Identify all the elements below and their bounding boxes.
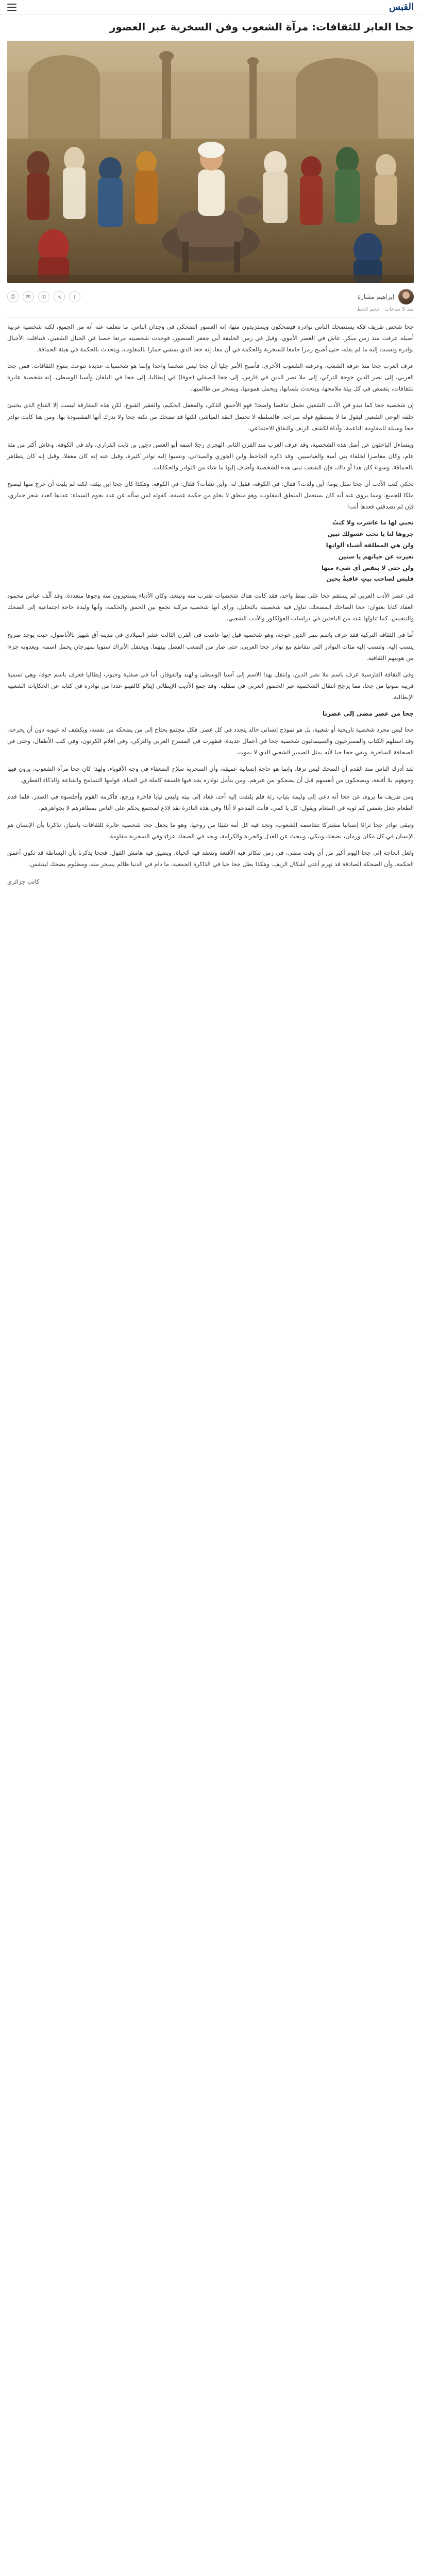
divider xyxy=(7,317,414,318)
hero-painting xyxy=(7,41,414,283)
hero-painting-illustration xyxy=(7,41,414,283)
menu-icon-line xyxy=(7,4,16,5)
twitter-share-icon[interactable]: 𝕏 xyxy=(54,291,65,302)
paragraph: ويتساءل الباحثون عن أصل هذه الشخصية، وقد عرف العرب منذ القرن الثاني الهجري رجلا اسمه أبو الغصن دجين بن ثابت الفزاري، ولد في الكوفة، وعاش أكثر من مئة عام، وكان معاصرا لخلفاء بني أمية والعباسيين. وقد ذكره الجاحظ وابن الجوزي والميداني، ونسبوا إليه نوادر كثيرة، وقيل عنه إنه كان مغفلا، وقيل إنه كان يتظاهر بالحماقة. وسواء كان هذا أو ذاك، فإن الشعب تبنى هذه الشخصية وأضاف إليها ما شاء من النوادر والحكايات. xyxy=(7,440,414,471)
menu-icon-line xyxy=(7,7,16,8)
share-buttons xyxy=(7,291,80,302)
paragraph: جحا ليس مجرد شخصية تاريخية أو شعبية، بل هو نموذج إنساني خالد يتجدد في كل عصر. فكل مجتمع يحتاج إلى من يضحكه من نفسه، ويكشف له عيوبه دون أن يجرحه. وقد استلهم الكتاب والمسرحيون والسينمائيون شخصية جحا في أعمال عديدة، فظهرت في المسرح العربي والتركي، وفي أفلام الكرتون، وفي كتب الأطفال، وحتى في الصحافة الساخرة. وبقي جحا حيا لأنه يمثل الضمير الشعبي الذي لا يموت. xyxy=(7,725,414,756)
menu-icon[interactable] xyxy=(7,4,16,11)
paragraph: وفي الثقافة الفارسية عرف باسم ملا نصر الدين، وانتقل بهذا الاسم إلى آسيا الوسطى والهند والقوقاز. أما في صقلية وجنوب إيطاليا فعرف باسم جوفا، وهي تسمية قريبة صوتيا من جحا، مما يرجح انتقال الشخصية عبر الحضور العربي في صقلية. وقد جمع الأديب الإيطالي إيتالو كالفينو عددا من نوادره في كتابه عن الحكايات الشعبية الإيطالية. xyxy=(7,670,414,701)
author-signature: كاتب جزائري xyxy=(7,877,40,885)
print-share-icon[interactable]: ⎙ xyxy=(7,291,19,302)
paragraph: ولعل الحاجة إلى جحا اليوم أكبر من أي وقت مضى، في زمن تتكاثر فيه الأقنعة وتتعقد فيه الحياة، ويضيق فيه هامش القول. فجحا يذكرنا بأن البساطة قد تكون أعمق الحكمة، وأن الضحكة الصادقة قد تهزم أعتى أشكال الزيف. وهكذا يظل جحا حيا في الذاكرة الجمعية، ما دام في الدنيا ظالم يسخر منه، ومظلوم يضحك ليتنفس. xyxy=(7,849,414,868)
section-heading: جحا من عصر مضى إلى عصرنا xyxy=(322,709,414,717)
article-meta xyxy=(7,288,414,306)
publish-date: منذ 9 ساعات xyxy=(384,307,414,312)
poem-line: جروها لنا يا نخب غسولك تبين xyxy=(327,530,414,538)
paragraph: أما في الثقافة التركية فقد عرف باسم نصر الدين خوجة، وهو شخصية قيل إنها عاشت في القرن الثالث عشر الميلادي في مدينة آق شهير بالأناضول، حيث يوجد ضريح ينسب إليه. وتنسب إليه مئات النوادر التي تتقاطع مع نوادر جحا العربي، حتى صار من الصعب الفصل بينهما. ويحتفل الأتراك سنويا بمهرجان يحمل اسمه، ويعدونه جزءا من هويتهم الثقافية. xyxy=(7,631,414,662)
paragraph: تحكي كتب الأدب أن جحا سئل يوما: أين ولدت؟ فقال: في الكوفة، فقيل له: وأين نشأت؟ فقال: في الكوفة. وهكذا كان جحا ابن بيئته، لكنه لم يلبث أن خرج منها ليصبح ملكا للجميع. ومما يروى عنه أنه كان يستعمل المنطق المقلوب، وهو منطق لا يخلو من حكمة عميقة، كقوله لمن سأله عن عدد نجوم السماء: عددها كعدد شعر حماري، فإن لم تصدقني فعدها أنت! xyxy=(7,480,414,511)
article-body xyxy=(0,321,421,887)
poem-block xyxy=(7,517,414,585)
facebook-share-icon[interactable]: f xyxy=(69,291,80,302)
paragraph: وتبقى نوادر جحا تراثا إنسانيا مشتركا تتقاسمه الشعوب، وتجد فيه كل أمة شيئا من روحها. وهو ما يجعل جحا شخصية عابرة للثقافات بامتياز، تذكرنا بأن الإنسان هو الإنسان في كل مكان وزمان، يضحك ويبكي، ويبحث عن العدل والحرية والكرامة، ويجد في الضحك عزاء وفي السخرية مقاومة. xyxy=(7,821,414,840)
poem-line: ولن حتى لا ينقص أي شيء منها xyxy=(321,564,414,571)
font-size-control[interactable]: حجم الخط xyxy=(357,307,380,312)
article-header xyxy=(0,14,421,35)
paragraph: لقد أدرك الناس منذ القدم أن الضحك ليس ترفا، وإنما هو حاجة إنسانية عميقة، وأن السخرية سلاح الضعفاء في وجه الأقوياء. ولهذا كان جحا مرآة الشعوب، يرون فيها وجوههم بلا أقنعة، ويضحكون من أنفسهم قبل أن يضحكوا من غيرهم. ومن يتأمل نوادره يجد فيها فلسفة كاملة في الحياة، قوامها التسامح والقناعة والذكاء الفطري. xyxy=(7,765,414,784)
whatsapp-share-icon[interactable]: ✆ xyxy=(38,291,49,302)
paragraph: عرف العرب جحا منذ عرفه الشعب، وعرفته الشعوب الأخرى، فأصبح الأمر جليا أن جحا ليس شخصا واحدا وإنما هو شخصيات عديدة تنوعت بتنوع الثقافات. فمن جحا العربي، إلى نصر الدين خوجة التركي، إلى ملا نصر الدين في فارس، إلى جحا الصقلي (جوفا) في إيطاليا، إلى جحا في البلقان وآسيا الوسطى. إنه شخصية عابرة للثقافات، يتقمص في كل بيئة ملامحها، ويتحدث بلسانها، ويحمل همومها، ويسخر من ظالميها. xyxy=(7,362,414,393)
author-avatar xyxy=(398,289,414,304)
author-block[interactable] xyxy=(358,289,414,304)
poem-line: تحبي لها ما عاشرت ولا كنتُ xyxy=(332,519,414,527)
author-name[interactable]: إبراهيم مشارة xyxy=(357,293,394,300)
article-title: جحا العابر للثقافات: مرآة الشعوب وفن السخرية عبر العصور xyxy=(109,21,414,33)
paragraph: جحا شخص ظريف فكه يستضحك الناس نوادره فيضحكون ويستزيدون منها، إنه العصور الضحكي في وجدان الناس. ما نتعلمه عنه أنه من الجميع، لكنه شخصية عربية أصيلة عرفت منذ زمن مبكر. عاش في العصر الأموي، وقيل في زمن الخليفة أبي جعفر المنصور، فوجدت شخصيته مرتعا خصبا في الخيال الشعبي، فتناقلت الأجيال نوادره ونسبت إليه ما لم يقله، حتى أصبح رمزا جامعا للسخرية والحكمة في آن معا. إنه جحا الذي يمشي حمارا بالمقلوب، ويتحدث بالحكمة في هيئة الحماقة. xyxy=(7,323,414,353)
paragraph: في عصر الأدب العربي لم يستقم جحا على نمط واحد، فقد كانت هناك شخصيات تقترب منه وتبتعد، وكان الأدباء يستعيرون منه وجوها متعددة. وقد ألّف عباس محمود العقاد كتابا بعنوان: جحا الضاحك المضحك، تناول فيه شخصيته بالتحليل، ورأى أنها شخصية مركبة تجمع بين الحمق والحكمة، وأنها وليدة حاجة اجتماعية إلى الضحك والتنفيس. كما تناولها عدد من الباحثين في دراسات الفولكلور والأدب الشعبي. xyxy=(7,592,414,622)
poem-line: فليس لصاحب بيتٍ عافيةٌ يحين xyxy=(326,575,414,583)
top-bar xyxy=(0,0,421,14)
poem-line: ولن هي المطلقة أشياء ألوانها xyxy=(326,541,414,549)
email-share-icon[interactable]: ✉ xyxy=(23,291,34,302)
poem-line: تغيرت عن حياتهم يا سنين xyxy=(338,552,414,560)
paragraph: ومن طريف ما يروى عن جحا أنه دعي إلى وليمة بثياب رثة فلم يلتفت إليه أحد، فعاد إلى بيته ولبس ثيابا فاخرة ورجع، فأكرمه القوم وأجلسوه في الصدر. فلما قدم الطعام جعل يغمس كم ثوبه في الطعام ويقول: كل يا كمي، فأنت المدعو لا أنا! وفي هذه النادرة نقد لاذع لمجتمع يحكم على الناس بمظاهرهم لا بجواهرهم. xyxy=(7,793,414,812)
date-row xyxy=(7,307,414,312)
menu-icon-line xyxy=(7,10,16,11)
site-logo[interactable]: القبس xyxy=(389,2,414,12)
paragraph: إن شخصية جحا كما تبدو في الأدب الشعبي تحمل تناقضا واضحا؛ فهو الأحمق الذكي، والمغفل الحكيم، والفقير القنوع. لكن هذه المفارقة ليست إلا القناع الذي يختبئ خلفه الوعي الشعبي ليقول ما لا يستطيع قوله صراحة. فالسلطة لا تحتمل النقد المباشر، لكنها قد تضحك من نكتة جحا ولا تدرك أنها المقصودة بها. ومن هنا كانت نوادر جحا وسيلة للمقاومة الناعمة، وأداة لكشف الزيف والنفاق الاجتماعي. xyxy=(7,401,414,432)
